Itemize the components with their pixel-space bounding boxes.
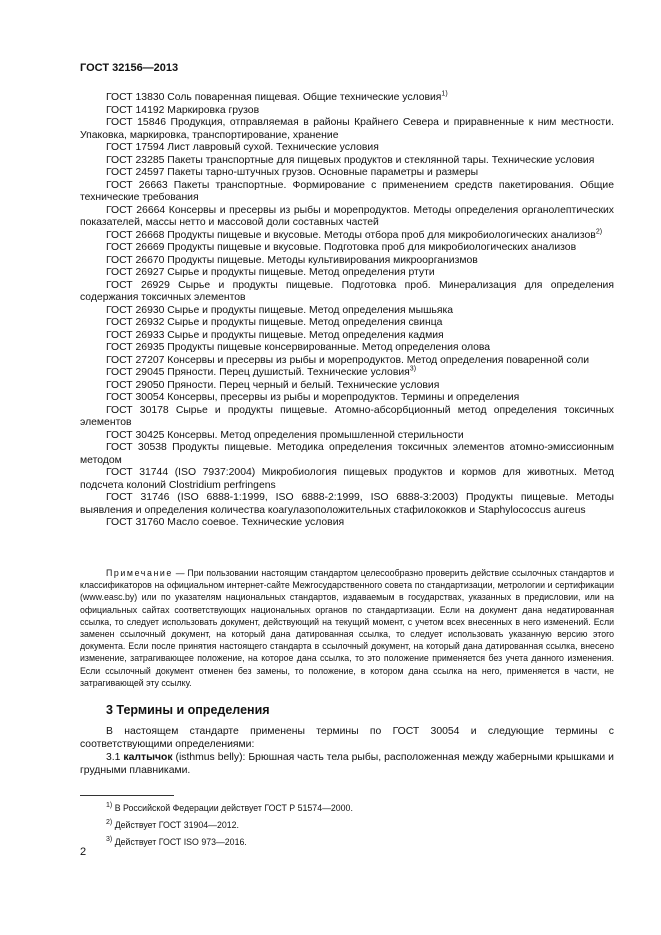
reference-item <box>80 267 614 280</box>
document-header: ГОСТ 32156—2013 <box>80 62 179 74</box>
reference-item <box>80 517 614 530</box>
reference-text: ГОСТ 26935 Продукты пищевые консервированные. Метод определения олова <box>106 342 491 353</box>
reference-item <box>80 280 614 305</box>
reference-item <box>80 155 614 168</box>
reference-item <box>80 230 614 243</box>
term-definition-text: (isthmus belly): Брюшная часть тела рыбы, расположенная между жаберными крышками и грудными плавниками. <box>80 752 614 776</box>
section-heading: 3 Термины и определения <box>106 703 270 717</box>
footnote-marker[interactable]: 1) <box>441 90 448 98</box>
reference-item <box>80 367 614 380</box>
footnote-item <box>106 834 353 851</box>
term-name: калтычок <box>123 752 173 764</box>
footnote-mark: 3) <box>106 836 113 844</box>
reference-text: ГОСТ 24597 Пакеты тарно-штучных грузов. Основные параметры и размеры <box>106 167 479 178</box>
reference-item <box>80 92 614 105</box>
reference-text: ГОСТ 26929 Сырье и продукты пищевые. Подготовка проб. Минерализация для определения содержания токсичных элементов <box>80 279 614 303</box>
reference-text: ГОСТ 30054 Консервы, пресервы из рыбы и морепродуктов. Термины и определения <box>106 392 520 403</box>
note-label: Примечание <box>106 568 173 578</box>
footnote-mark: 1) <box>106 802 113 810</box>
reference-text: ГОСТ 26930 Сырье и продукты пищевые. Метод определения мышьяка <box>106 304 454 316</box>
reference-text: ГОСТ 17594 Лист лавровый сухой. Технические условия <box>106 142 379 153</box>
normative-references-list <box>80 92 614 530</box>
reference-item <box>80 392 614 405</box>
note-text <box>80 567 614 689</box>
reference-item <box>80 467 614 492</box>
reference-text: ГОСТ 26932 Сырье и продукты пищевые. Метод определения свинца <box>106 317 443 328</box>
footnotes-list <box>106 800 353 851</box>
note-dash: — <box>172 568 188 578</box>
reference-item <box>80 117 614 142</box>
reference-item <box>80 405 614 430</box>
reference-text: ГОСТ 26663 Пакеты транспортные. Формирование с применением средств пакетирования. Общие технические требования <box>80 179 614 203</box>
term-definition <box>80 752 614 777</box>
reference-item <box>80 242 614 255</box>
reference-text: ГОСТ 27207 Консервы и пресервы из рыбы и морепродуктов. Метод определения поваренной соли <box>106 354 590 366</box>
reference-text: ГОСТ 29050 Пряности. Перец черный и белый. Технические условия <box>106 379 440 391</box>
footnote-item <box>106 817 353 834</box>
reference-item <box>80 255 614 268</box>
section-body <box>80 726 614 777</box>
note-block <box>80 567 614 689</box>
reference-text: ГОСТ 26927 Сырье и продукты пищевые. Метод определения ртути <box>106 267 435 278</box>
footnote-text: В Российской Федерации действует ГОСТ Р 51574—2000. <box>114 803 353 813</box>
term-number: 3.1 <box>106 752 124 764</box>
reference-item <box>80 305 614 318</box>
reference-item <box>80 167 614 180</box>
reference-text: ГОСТ 14192 Маркировка грузов <box>106 104 260 116</box>
footnote-item <box>106 800 353 817</box>
reference-text: ГОСТ 30538 Продукты пищевые. Методика определения токсичных элементов атомно-эмиссионным методом <box>80 442 614 466</box>
note-body: При пользовании настоящим стандартом целесообразно проверить действие ссылочных стандартов и классификаторов на официальном интернет-сайте Межгосударственного совета по стандартизации, метрологии и сертификации (www.easc.by) или по указателям национальных стандартов, издаваемым в государствах, указанных в предисловии, или на официальных сайтах соответствующих национальных органов по стандартизации. Если на документ дана недатированная ссылка, то следует использовать документ, действующий на текущий момент, с учетом всех внесенных в него изменений. Если заменен ссылочный документ, на который дана датированная ссылка, то следует использовать указанную версию этого документа. Если после принятия настоящего стандарта в ссылочный документ, на который дана датированная ссылка, внесено изменение, затрагивающее положение, на которое дана ссылка, то это положение применяется без учета данного изменения. Если ссылочный документ отменен без замены, то положение, в котором дана ссылка на него, применяется в части, не затрагивающей эту ссылку. <box>80 568 614 688</box>
reference-text: ГОСТ 31744 (ISO 7937:2004) Микробиология пищевых продуктов и кормов для животных. Метод подсчета колоний Clostridium perfringens <box>80 467 614 491</box>
section-intro: В настоящем стандарте применены термины по ГОСТ 30054 и следующие термины с соответствующими определениями: <box>80 726 614 750</box>
reference-text: ГОСТ 31760 Масло соевое. Технические условия <box>106 517 345 528</box>
reference-item <box>80 205 614 230</box>
footnote-marker[interactable]: 2) <box>595 228 603 236</box>
reference-text: ГОСТ 26670 Продукты пищевые. Методы культивирования микроорганизмов <box>106 254 478 266</box>
reference-item <box>80 380 614 393</box>
reference-text: ГОСТ 26669 Продукты пищевые и вкусовые. Подготовка проб для микробиологических анализов <box>106 242 577 253</box>
reference-text: ГОСТ 30178 Сырье и продукты пищевые. Атомно-абсорбционный метод определения токсичных элементов <box>80 404 614 428</box>
reference-item <box>80 342 614 355</box>
reference-item <box>80 430 614 443</box>
footnote-text: Действует ГОСТ ISO 973—2016. <box>114 837 247 847</box>
reference-text: ГОСТ 26668 Продукты пищевые и вкусовые. Методы отбора проб для микробиологических анализов <box>106 229 596 241</box>
footnote-marker[interactable]: 3) <box>409 365 417 373</box>
footnote-text: Действует ГОСТ 31904—2012. <box>114 820 239 830</box>
reference-text: ГОСТ 23285 Пакеты транспортные для пищевых продуктов и стеклянной тары. Технические условия <box>106 154 595 166</box>
reference-text: ГОСТ 29045 Пряности. Перец душистый. Технические условия <box>106 367 410 378</box>
reference-item <box>80 442 614 467</box>
reference-text: ГОСТ 13830 Соль поваренная пищевая. Общие технические условия <box>106 92 442 103</box>
reference-item <box>80 317 614 330</box>
reference-text: ГОСТ 26664 Консервы и пресервы из рыбы и морепродуктов. Методы определения органолептических показателей, массы нетто и массовой доли составных частей <box>80 204 614 228</box>
reference-text: ГОСТ 15846 Продукция, отправляемая в районы Крайнего Севера и приравненные к ним местности. Упаковка, маркировка, транспортирование, хранение <box>80 117 614 141</box>
footnote-divider <box>80 795 174 796</box>
footnote-mark: 2) <box>106 819 113 827</box>
reference-text: ГОСТ 31746 (ISO 6888-1:1999, ISO 6888-2:1999, ISO 6888-3:2003) Продукты пищевые. Методы выявления и определения количества коагулазоположительных стафилококков и Staphylococcus aureus <box>80 492 614 516</box>
reference-item <box>80 492 614 517</box>
reference-item <box>80 355 614 368</box>
page-number: 2 <box>80 846 87 858</box>
reference-item <box>80 142 614 155</box>
reference-item <box>80 330 614 343</box>
reference-item <box>80 105 614 118</box>
reference-text: ГОСТ 30425 Консервы. Метод определения промышленной стерильности <box>106 429 464 441</box>
reference-text: ГОСТ 26933 Сырье и продукты пищевые. Метод определения кадмия <box>106 329 444 341</box>
reference-item <box>80 180 614 205</box>
